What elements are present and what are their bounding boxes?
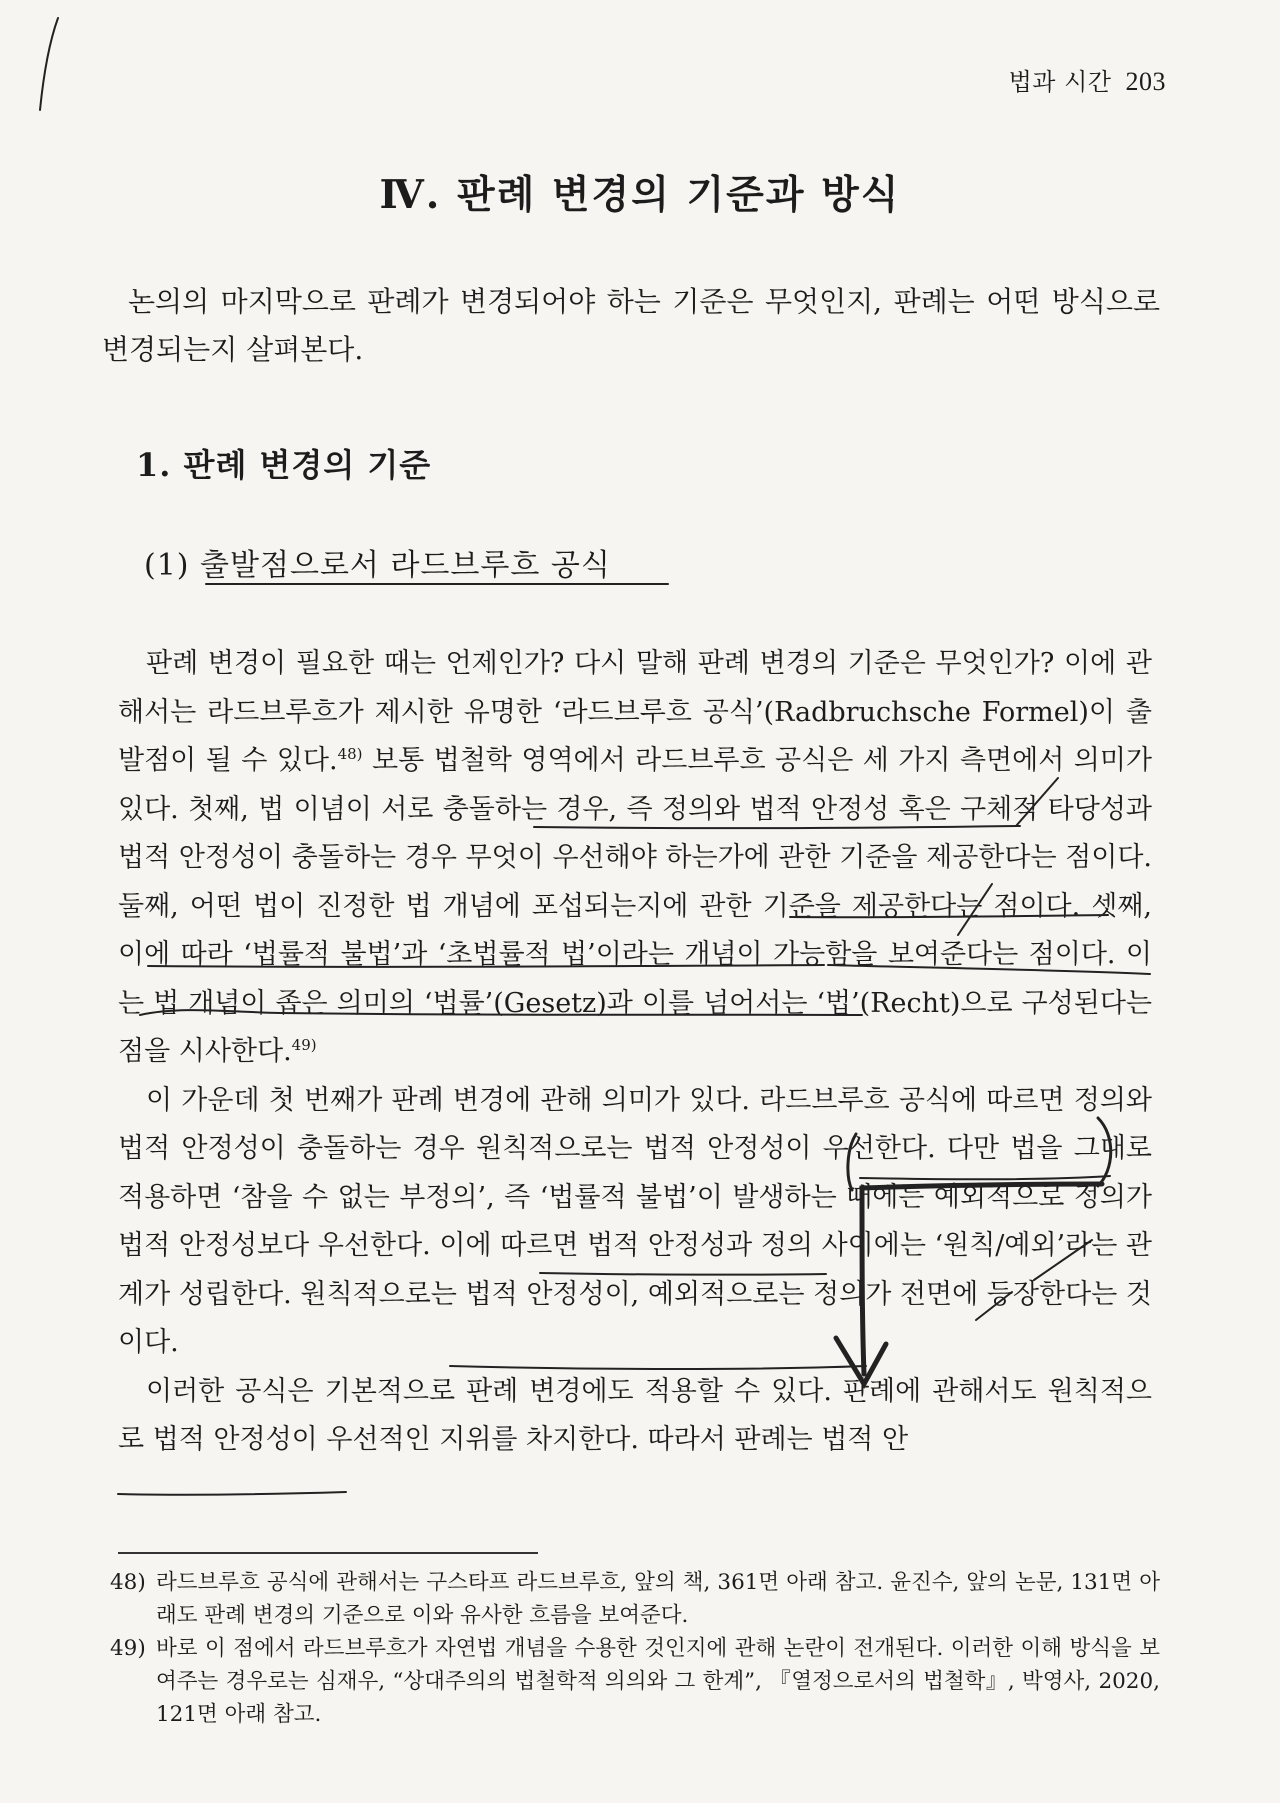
footnote-49 xyxy=(110,1632,1160,1731)
footnotes xyxy=(110,1566,1160,1731)
chapter-title: Ⅳ. 판례 변경의 기준과 방식 xyxy=(379,172,901,218)
running-header xyxy=(1009,62,1166,97)
page-number: 203 xyxy=(1125,67,1166,96)
footnote-text: 바로 이 점에서 라드브루흐가 자연법 개념을 수용한 것인지에 관해 논란이 전개된다. 이러한 이해 방식을 보여주는 경우로는 심재우, “상대주의의 법철학적 의의와 그 한계”, 『열정으로서의 법철학』, 박영사, 2020, 121면 아래 참고. xyxy=(156,1636,1160,1727)
paragraph-3: 이러한 공식은 기본적으로 판례 변경에도 적용할 수 있다. 판례에 관해서도 원칙적으로 법적 안정성이 우선적인 지위를 차지한다. 따라서 판례는 법적 안 xyxy=(118,1375,1152,1455)
footnote-mark: 49) xyxy=(110,1636,146,1661)
margin-stroke xyxy=(40,18,58,110)
subsection-title-text: (1) 출발점으로서 라드브루흐 공식 xyxy=(144,548,611,583)
footnote-48 xyxy=(110,1566,1160,1632)
running-header-title: 법과 시간 xyxy=(1008,68,1112,96)
underline-mark xyxy=(118,1492,346,1495)
footnote-mark: 48) xyxy=(110,1570,146,1595)
paragraph-1-part-a: 판례 변경이 필요한 때는 언제인가? 다시 말해 판례 변경의 기준은 무엇인가? 이에 관해서는 라드브루흐가 제시한 유명한 ‘라드브루흐 공식’(Radbruchsche Formel)이 출발점이 될 수 있다. xyxy=(118,648,1152,776)
footnote-divider xyxy=(118,1552,538,1554)
footnote-ref-48[interactable]: 48) xyxy=(337,745,363,763)
paragraph-1 xyxy=(118,640,1152,1077)
subsection-title xyxy=(144,540,611,584)
paragraph-1-part-b: 보통 법철학 영역에서 라드브루흐 공식은 세 가지 측면에서 의미가 있다. 첫째, 법 이념이 서로 충돌하는 경우, 즉 정의와 법적 안정성 혹은 구체적 타당성과 법적 안정성이 충돌하는 경우 무엇이 우선해야 하는가에 관한 기준을 제공한다는 점이다. 둘째, 어떤 법이 진정한 법 개념에 포섭되는지에 관한 기준을 제공한다는 점이다. 셋째, 이에 따라 ‘법률적 불법’과 ‘초법률적 법’이라는 개념이 가능함을 보여준다는 점이다. 이는 법 개념이 좁은 의미의 ‘법률’(Gesetz)과 이를 넘어서는 ‘법’(Recht)으로 구성된다는 점을 시사한다. xyxy=(118,745,1152,1067)
footnote-ref-49[interactable]: 49) xyxy=(291,1036,317,1054)
section-title: 1. 판례 변경의 기준 xyxy=(136,446,432,484)
paragraph-2: 이 가운데 첫 번째가 판례 변경에 관해 의미가 있다. 라드브루흐 공식에 따르면 정의와 법적 안정성이 충돌하는 경우 원칙적으로는 법적 안정성이 우선한다. 다만 법을 그대로 적용하면 ‘참을 수 없는 부정의’, 즉 ‘법률적 불법’이 발생하는 때에는 예외적으로 정의가 법적 안정성보다 우선한다. 이에 따르면 법적 안정성과 정의 사이에는 ‘원칙/예외’라는 관계가 성립한다. 원칙적으로는 법적 안정성이, 예외적으로는 정의가 전면에 등장한다는 것이다. xyxy=(118,1084,1152,1358)
intro-paragraph: 논의의 마지막으로 판례가 변경되어야 하는 기준은 무엇인지, 판례는 어떤 방식으로 변경되는지 살펴본다. xyxy=(102,285,1160,366)
body-text xyxy=(118,640,1152,1465)
footnote-text: 라드브루흐 공식에 관해서는 구스타프 라드브루흐, 앞의 책, 361면 아래 참고. 윤진수, 앞의 논문, 131면 아래도 판례 변경의 기준으로 이와 유사한 흐름을 보여준다. xyxy=(156,1570,1160,1628)
